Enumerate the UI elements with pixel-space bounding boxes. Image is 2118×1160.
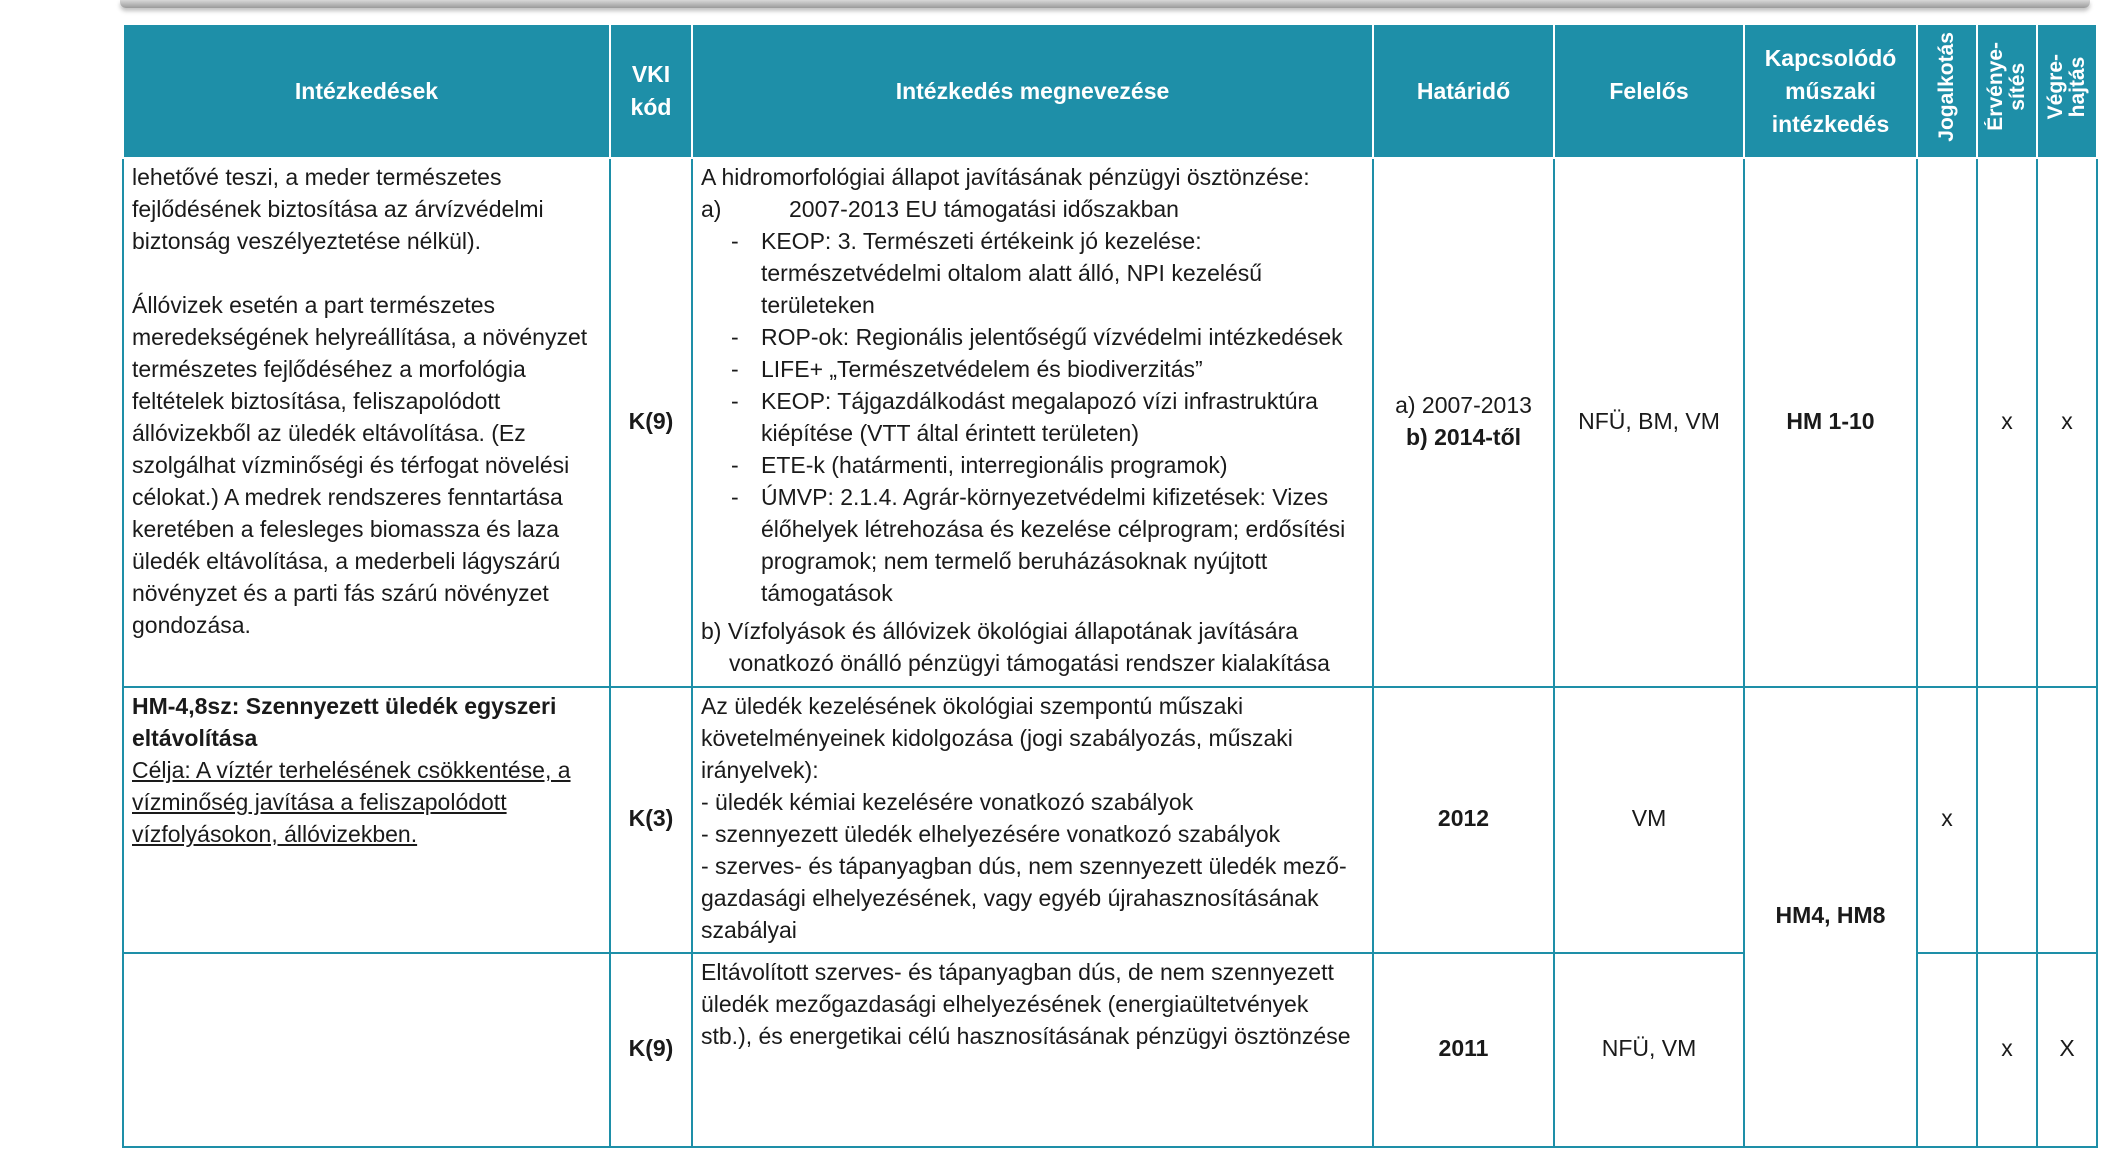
header-ervenyesites-label: Érvénye- sítés (1984, 42, 2029, 131)
table-row (123, 158, 2097, 687)
megnevezes-b: b) Vízfolyások és állóvizek ökológiai állapotának javítására (701, 618, 1299, 644)
vegrehajtas-cell: x (2037, 158, 2097, 687)
jogalkotas-cell: x (1917, 687, 1977, 953)
intezkedes-cell (123, 687, 610, 953)
list-item: - ROP-ok: Regionális jelentőségű vízvédelmi intézkedések (731, 321, 1364, 353)
list-item: - ÚMVP: 2.1.4. Agrár-környezetvédelmi kifizetések: Vizes élőhelyek létrehozása és kezelése célprogram; erdősítési programok; nem termelő beruházásoknak nyújtott támogatások (731, 481, 1364, 609)
header-felelos: Felelős (1554, 24, 1744, 158)
header-intezkedesek: Intézkedések (123, 24, 610, 158)
felelos-cell: NFÜ, VM (1554, 953, 1744, 1147)
hatarido-cell (1373, 158, 1554, 687)
hatarido-cell: 2011 (1373, 953, 1554, 1147)
megnevezes-a-label: a) (701, 196, 722, 222)
vegrehajtas-cell: X (2037, 953, 2097, 1147)
megnevezes-intro: A hidromorfológiai állapot javításának pénzügyi ösztönzése: (701, 164, 1310, 190)
megnevezes-line: Az üledék kezelésének ökológiai szempontú műszaki követelményeinek kidolgozása (jogi szabályozás, műszaki irányelvek): (701, 693, 1293, 783)
header-vki-kod: VKI kód (610, 24, 692, 158)
megnevezes-line: - szerves- és tápanyagban dús, nem szennyezett üledék mező-gazdasági elhelyezésének, vagy egyéb újrahasznosításának szabályai (701, 853, 1347, 943)
intezkedes-cell (123, 158, 610, 687)
megnevezes-a (701, 193, 1364, 225)
list-item: - ETE-k (határmenti, interregionális programok) (731, 449, 1364, 481)
header-ervenyesites (1977, 24, 2037, 158)
megnevezes-cell (692, 687, 1373, 953)
header-vegrehajtas-label: Végre- hajtás (2044, 53, 2089, 120)
megnevezes-cell (692, 158, 1373, 687)
measure-title: HM-4,8sz: Szennyezett üledék egyszeri eltávolítása (132, 693, 557, 751)
hatarido-a: a) 2007-2013 (1395, 391, 1532, 418)
megnevezes-b-cont: vonatkozó önálló pénzügyi támogatási rendszer kialakítása (729, 650, 1330, 676)
vki-kod-cell: K(9) (610, 953, 692, 1147)
header-megnevezes: Intézkedés megnevezése (692, 24, 1373, 158)
vegrehajtas-cell (2037, 687, 2097, 953)
hatarido-b: b) 2014-től (1405, 423, 1522, 450)
megnevezes-cell: Eltávolított szerves- és tápanyagban dús, de nem szennyezett üledék mezőgazdasági elhelyezésének (energiaültetvények stb.), és energetikai célú hasznosításának pénzügyi ösztönzése (692, 953, 1373, 1147)
megnevezes-line: - szennyezett üledék elhelyezésére vonatkozó szabályok (701, 821, 1281, 847)
intezkedes-cell (123, 953, 610, 1147)
top-divider-bar (120, 0, 2090, 8)
measures-table (122, 23, 2098, 1148)
kapcsolodo-cell: HM 1-10 (1744, 158, 1917, 687)
funding-list (701, 225, 1364, 609)
intezkedes-paragraph: Állóvizek esetén a part természetes meredekségének helyreállítása, a növényzet természetes fejlődéséhez a morfológia feltételek biztosítása, feliszapolódott állóvizekből az üledék eltávolítása. (Ez szolgálhat vízminőségi és térfogat növelési célokat.) A medrek rendszeres fenntartása keretében a felesleges biomassza és laza üledék eltávolítása, a mederbeli lágyszárú növényzet és a parti fás szárú növényzet gondozása. (132, 292, 588, 638)
list-item: - KEOP: Tájgazdálkodást megalapozó vízi infrastruktúra kiépítése (VTT által érintett területen) (731, 385, 1364, 449)
felelos-cell: VM (1554, 687, 1744, 953)
vki-kod-cell: K(9) (610, 158, 692, 687)
table-row (123, 687, 2097, 953)
measure-goal: Célja: A víztér terhelésének csökkentése, a vízminőség javítása a feliszapolódott vízfolyásokon, állóvizekben. (132, 757, 571, 847)
header-jogalkotas (1917, 24, 1977, 158)
vki-kod-cell: K(3) (610, 687, 692, 953)
felelos-cell: NFÜ, BM, VM (1554, 158, 1744, 687)
hatarido-cell: 2012 (1373, 687, 1554, 953)
ervenyesites-cell (1977, 687, 2037, 953)
header-vegrehajtas (2037, 24, 2097, 158)
table-header-row (123, 24, 2097, 158)
intezkedes-paragraph: lehetővé teszi, a meder természetes fejlődésének biztosítása az árvízvédelmi biztonság veszélyeztetése nélkül). (132, 164, 544, 254)
ervenyesites-cell: x (1977, 158, 2037, 687)
header-kapcsolodo: Kapcsolódó műszaki intézkedés (1744, 24, 1917, 158)
list-item: - KEOP: 3. Természeti értékeink jó kezelése: természetvédelmi oltalom alatt álló, NPI kezelésű területeken (731, 225, 1364, 321)
jogalkotas-cell (1917, 158, 1977, 687)
ervenyesites-cell: x (1977, 953, 2037, 1147)
header-hatarido: Határidő (1373, 24, 1554, 158)
kapcsolodo-cell: HM4, HM8 (1744, 687, 1917, 1147)
megnevezes-a-text: 2007-2013 EU támogatási időszakban (789, 196, 1179, 222)
header-jogalkotas-label: Jogalkotás (1935, 31, 1958, 142)
list-item: - LIFE+ „Természetvédelem és biodiverzitás” (731, 353, 1364, 385)
megnevezes-line: - üledék kémiai kezelésére vonatkozó szabályok (701, 789, 1194, 815)
jogalkotas-cell (1917, 953, 1977, 1147)
